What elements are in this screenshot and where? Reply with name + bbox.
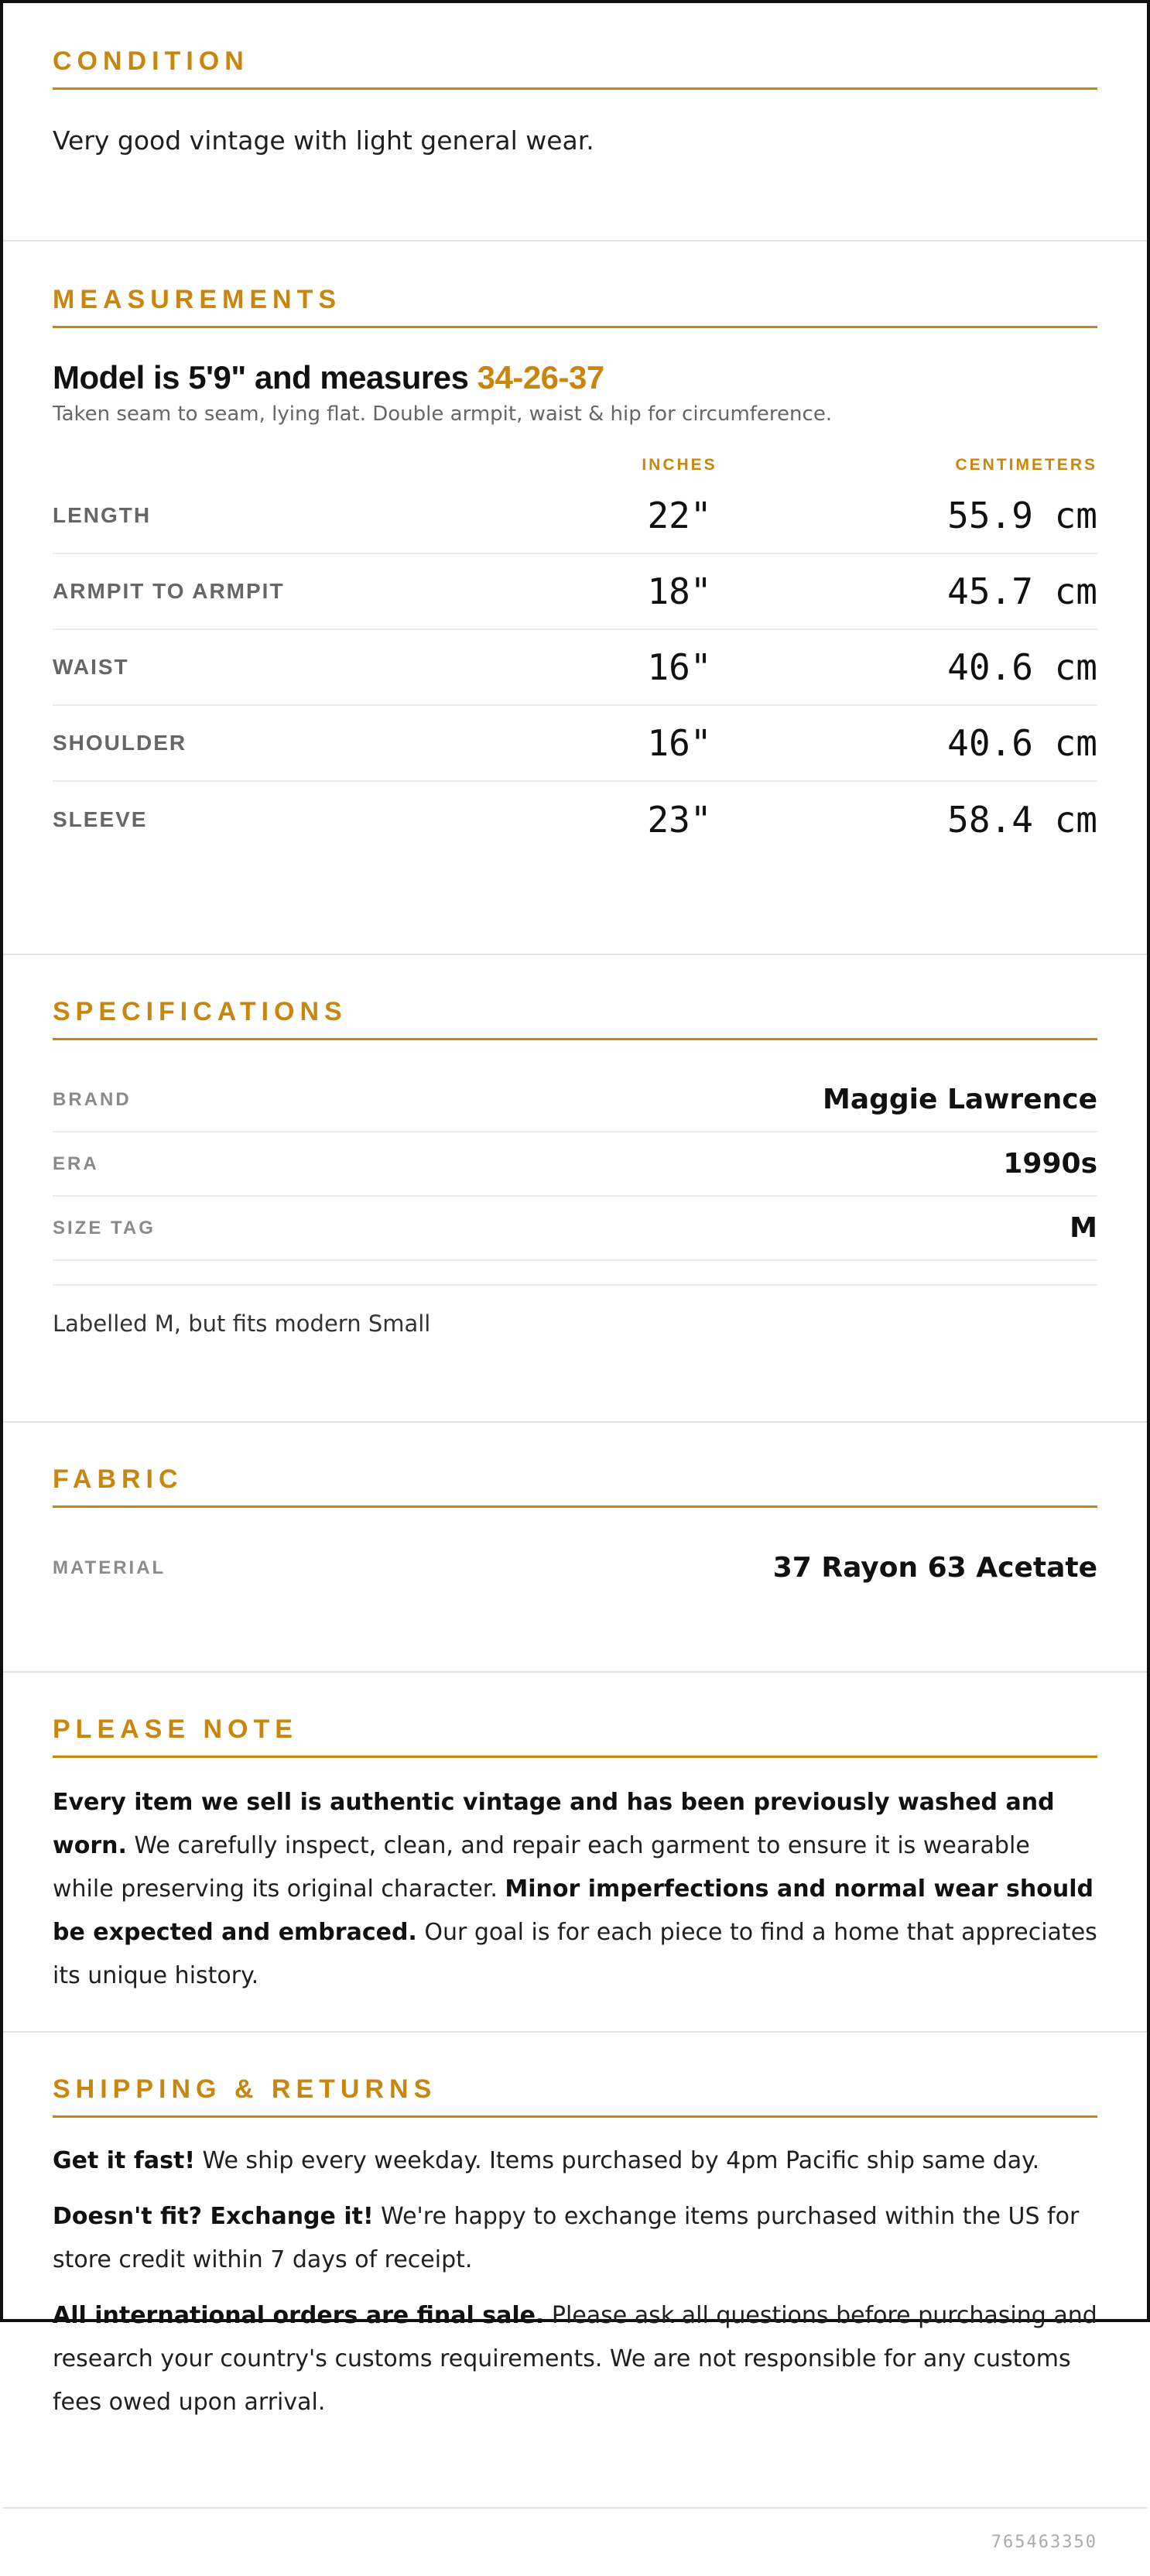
please-note-section	[3, 1714, 1147, 2033]
shipping-title: SHIPPING & RETURNS	[53, 2074, 1097, 2118]
shipping-text: We're happy to exchange items purchased within the US for store credit within 7 days of receipt.	[53, 2203, 1080, 2273]
specifications-table	[53, 1068, 1097, 1261]
measurement-inches: 23"	[647, 799, 712, 841]
shipping-text: Please ask all questions before purchasing and research your country's customs requirements. We are not responsible for any customs fees owed upon arrival.	[53, 2302, 1097, 2416]
fabric-label: MATERIAL	[53, 1557, 166, 1578]
specifications-section	[3, 997, 1147, 1423]
measurement-row-armpit	[53, 554, 1097, 630]
condition-text: Very good vintage with light general wear.	[53, 125, 594, 156]
measurement-row-shoulder	[53, 706, 1097, 782]
please-note-text	[53, 1781, 1097, 1998]
shipping-bold: Get it fast!	[53, 2147, 195, 2174]
please-note-title: PLEASE NOTE	[53, 1714, 1097, 1758]
measurement-row-sleeve	[53, 782, 1097, 858]
spec-value: Maggie Lawrence	[823, 1084, 1097, 1115]
model-prefix: Model is 5'9" and measures	[53, 359, 477, 396]
spec-value: 1990s	[1003, 1148, 1097, 1180]
inches-column-header: INCHES	[642, 456, 717, 474]
note-bold-2: Minor imperfections and normal wear should be expected and embraced.	[53, 1875, 1094, 1946]
note-text-2: Our goal is for each piece to find a home that appreciates its unique history.	[53, 1919, 1097, 1989]
divider	[53, 1261, 1097, 1286]
measurement-table	[53, 478, 1097, 858]
measurements-title: MEASUREMENTS	[53, 285, 1097, 328]
spec-row-era	[53, 1132, 1097, 1197]
model-info	[53, 359, 1097, 396]
fabric-table	[53, 1536, 1097, 1600]
measurement-cm: 55.9 cm	[947, 495, 1097, 536]
measurement-cm: 40.6 cm	[947, 646, 1097, 688]
specifications-title: SPECIFICATIONS	[53, 997, 1097, 1040]
shipping-text: We ship every weekday. Items purchased by 4pm Pacific ship same day.	[195, 2147, 1040, 2174]
shipping-paragraph-international	[53, 2294, 1097, 2424]
fabric-title: FABRIC	[53, 1464, 1097, 1508]
size-note: Labelled M, but fits modern Small	[53, 1310, 431, 1337]
measurement-label: SHOULDER	[53, 731, 187, 755]
note-bold-1: Every item we sell is authentic vintage and has been previously washed and worn.	[53, 1789, 1055, 1859]
model-measures: 34-26-37	[477, 359, 604, 396]
shipping-returns-section	[3, 2074, 1147, 2509]
spec-label: BRAND	[53, 1088, 132, 1110]
measurement-cm: 40.6 cm	[947, 722, 1097, 764]
spec-label: SIZE TAG	[53, 1217, 156, 1238]
measurement-method-note: Taken seam to seam, lying flat. Double armpit, waist & hip for circumference.	[53, 402, 833, 426]
measurement-row-waist	[53, 630, 1097, 706]
measurement-column-headers	[53, 452, 1097, 478]
measurement-label: ARMPIT TO ARMPIT	[53, 579, 285, 603]
shipping-paragraph-exchange	[53, 2195, 1097, 2282]
reference-id: 765463350	[991, 2533, 1097, 2552]
measurement-label: SLEEVE	[53, 807, 148, 831]
condition-section	[3, 46, 1147, 242]
spec-row-size-tag	[53, 1197, 1097, 1261]
measurement-row-length	[53, 478, 1097, 554]
measurement-inches: 16"	[647, 646, 712, 688]
fabric-row-material	[53, 1536, 1097, 1600]
shipping-bold: Doesn't fit? Exchange it!	[53, 2203, 374, 2230]
spec-label: ERA	[53, 1153, 99, 1174]
condition-title: CONDITION	[53, 46, 1097, 90]
spec-value: M	[1070, 1212, 1097, 1244]
centimeters-column-header: CENTIMETERS	[955, 456, 1097, 474]
measurements-section	[3, 285, 1147, 955]
measurement-cm: 45.7 cm	[947, 570, 1097, 612]
shipping-bold: All international orders are final sale.	[53, 2302, 545, 2329]
measurement-inches: 16"	[647, 722, 712, 764]
fabric-value: 37 Rayon 63 Acetate	[772, 1552, 1097, 1584]
measurement-label: WAIST	[53, 655, 129, 679]
fabric-section	[3, 1464, 1147, 1673]
note-text-1: We carefully inspect, clean, and repair each garment to ensure it is wearable while preserving its original character.	[53, 1832, 1030, 1903]
shipping-paragraph-fast	[53, 2139, 1097, 2183]
measurement-inches: 18"	[647, 570, 712, 612]
footer	[3, 2509, 1147, 2576]
spec-row-brand	[53, 1068, 1097, 1132]
measurement-label: LENGTH	[53, 503, 152, 527]
measurement-inches: 22"	[647, 495, 712, 536]
measurement-cm: 58.4 cm	[947, 799, 1097, 841]
